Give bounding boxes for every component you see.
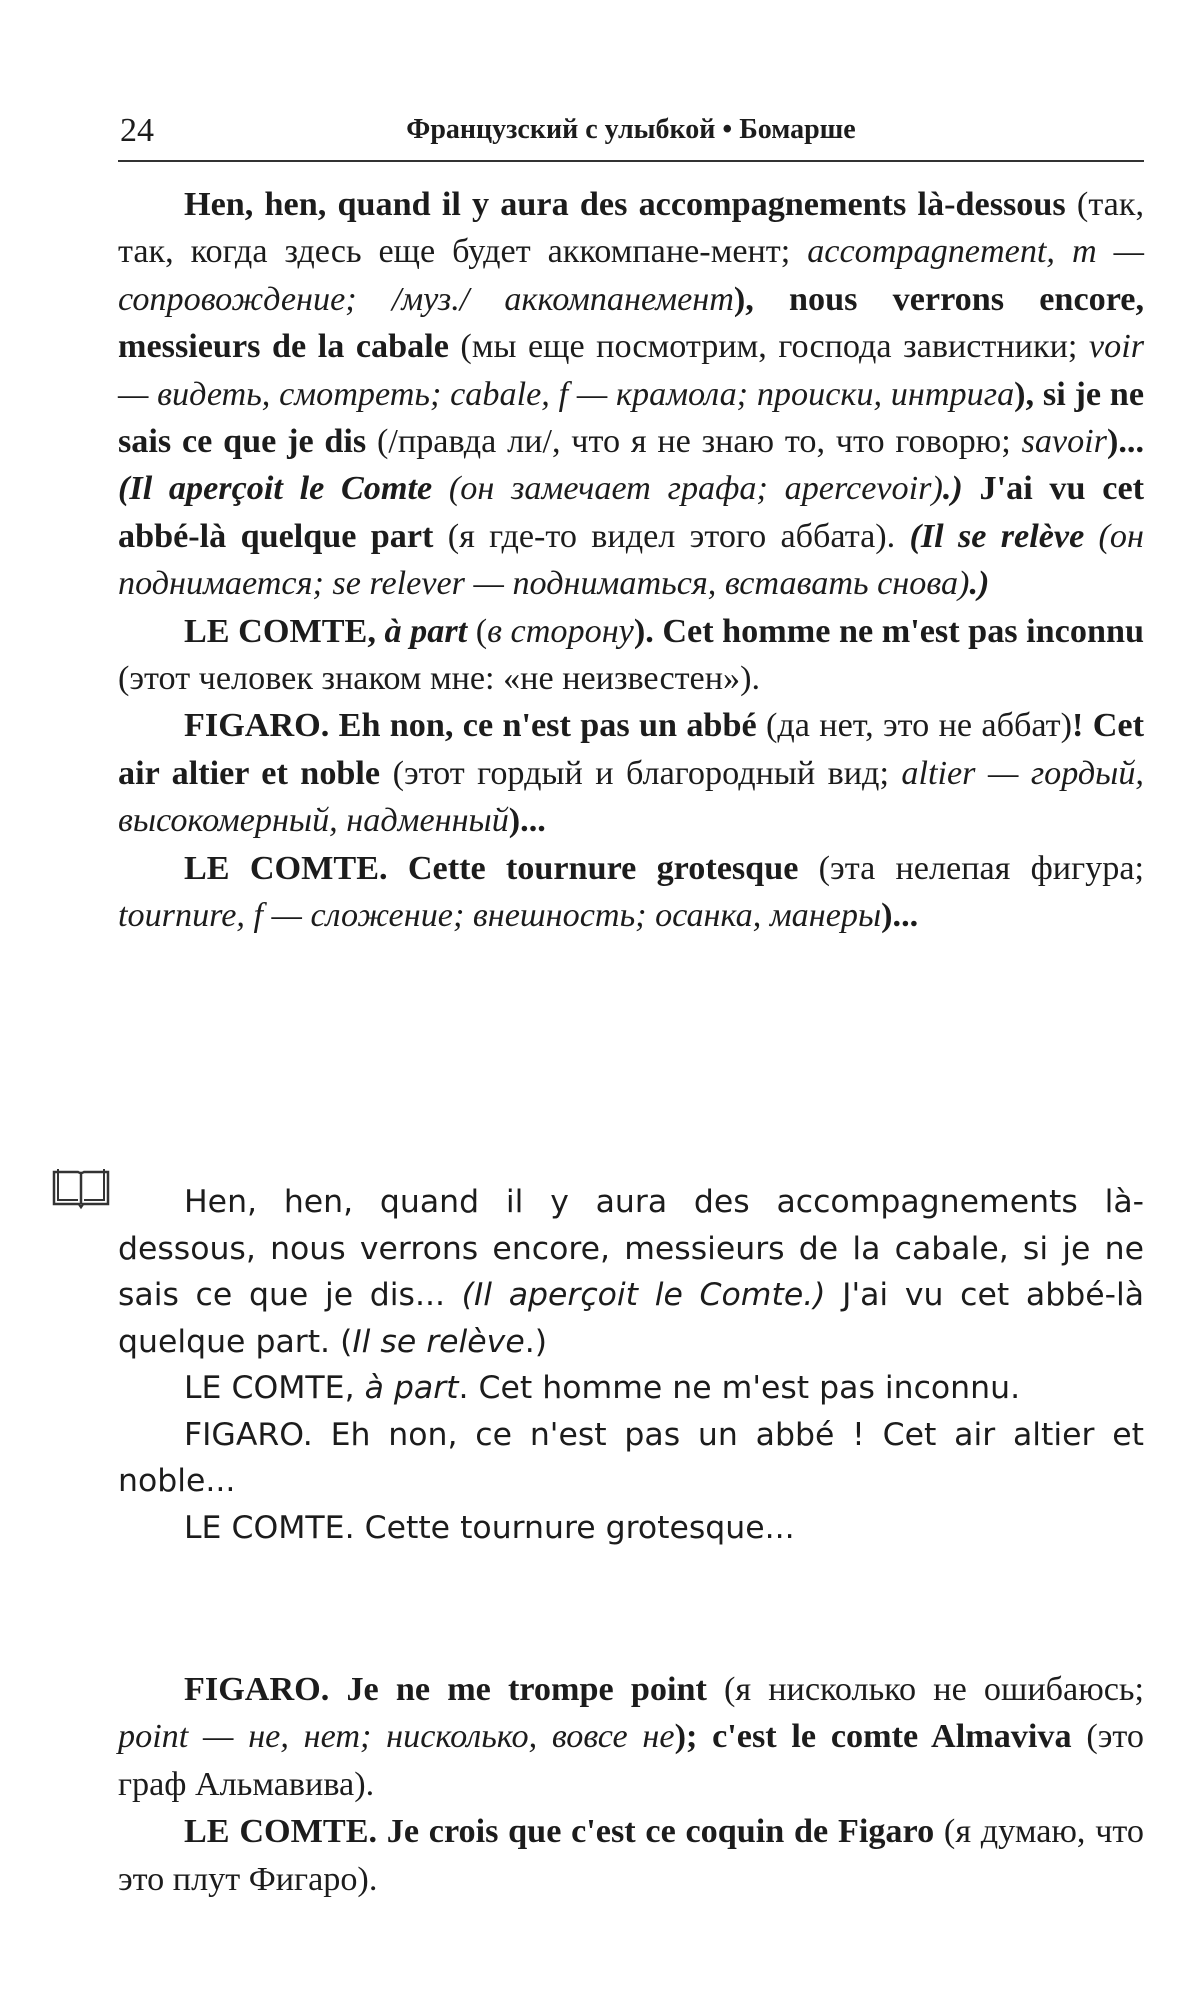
plain-text-block: [118, 1179, 1144, 1551]
annotated-paragraph: LE COMTE, à part (в сторону). Cet homme ne m'est pas inconnu (этот человек знаком мне: «не неизвестен»).: [118, 612, 1144, 698]
tail-text-block: [118, 1666, 1144, 1903]
page-header: [118, 104, 1144, 162]
annotated-paragraph: LE COMTE. Cette tournure grotesque (эта нелепая фигура; tournure, f — сложение; внешность; осанка, манеры)...: [118, 849, 1144, 935]
plain-paragraph: Hen, hen, quand il y aura des accompagnements là-dessous, nous verrons encore, messieurs de la cabale, si je ne sais ce que je dis... (Il aperçoit le Comte.) J'ai vu cet abbé-là quelque part. (Il se relève.) LE COMTE, à part. Cet homme ne m'est pas inconnu. FIGARO. Eh non, ce n'est pas un abbé ! Cet air altier et noble... LE COMTE. Cette tournure grotesque...: [118, 1184, 1144, 1546]
annotated-text-block: [118, 181, 1144, 940]
tail-paragraph: FIGARO. Je ne me trompe point (я нисколько не ошибаюсь; point — не, нет; нисколько, вовсе не); c'est le comte Almaviva (это граф Альмавива).: [118, 1671, 1144, 1803]
open-book-icon: [50, 1166, 112, 1210]
tail-paragraph: LE COMTE. Je crois que c'est ce coquin de Figaro (я думаю, что это плут Фигаро).: [118, 1813, 1144, 1898]
page-number: 24: [120, 112, 154, 149]
annotated-paragraph: FIGARO. Eh non, ce n'est pas un abbé (да нет, это не аббат)! Cet air altier et noble (этот гордый и благородный вид; altier — гордый, высокомерный, надменный)...: [118, 707, 1144, 840]
annotated-paragraph: Hen, hen, quand il y aura des accompagnements là-dessous (так, так, когда здесь еще будет аккомпане-мент; accompagnement, m — сопровождение; /муз./ аккомпанемент), nous verrons encore, messieurs de la cabale (мы еще посмотрим, господа завистники; voir — видеть, смотреть; cabale, f — крамола; происки, интрига), si je ne sais ce que je dis (/правда ли/, что я не знаю то, что говорю; savoir)... (Il aperçoit le Comte (он замечает графа; apercevoir).) J'ai vu cet abbé-là quelque part (я где-то видел этого аббата). (Il se relève (он поднимается; se relever — подниматься, вставать снова).): [118, 186, 1145, 603]
running-title: Французский с улыбкой • Бомарше: [406, 114, 856, 145]
